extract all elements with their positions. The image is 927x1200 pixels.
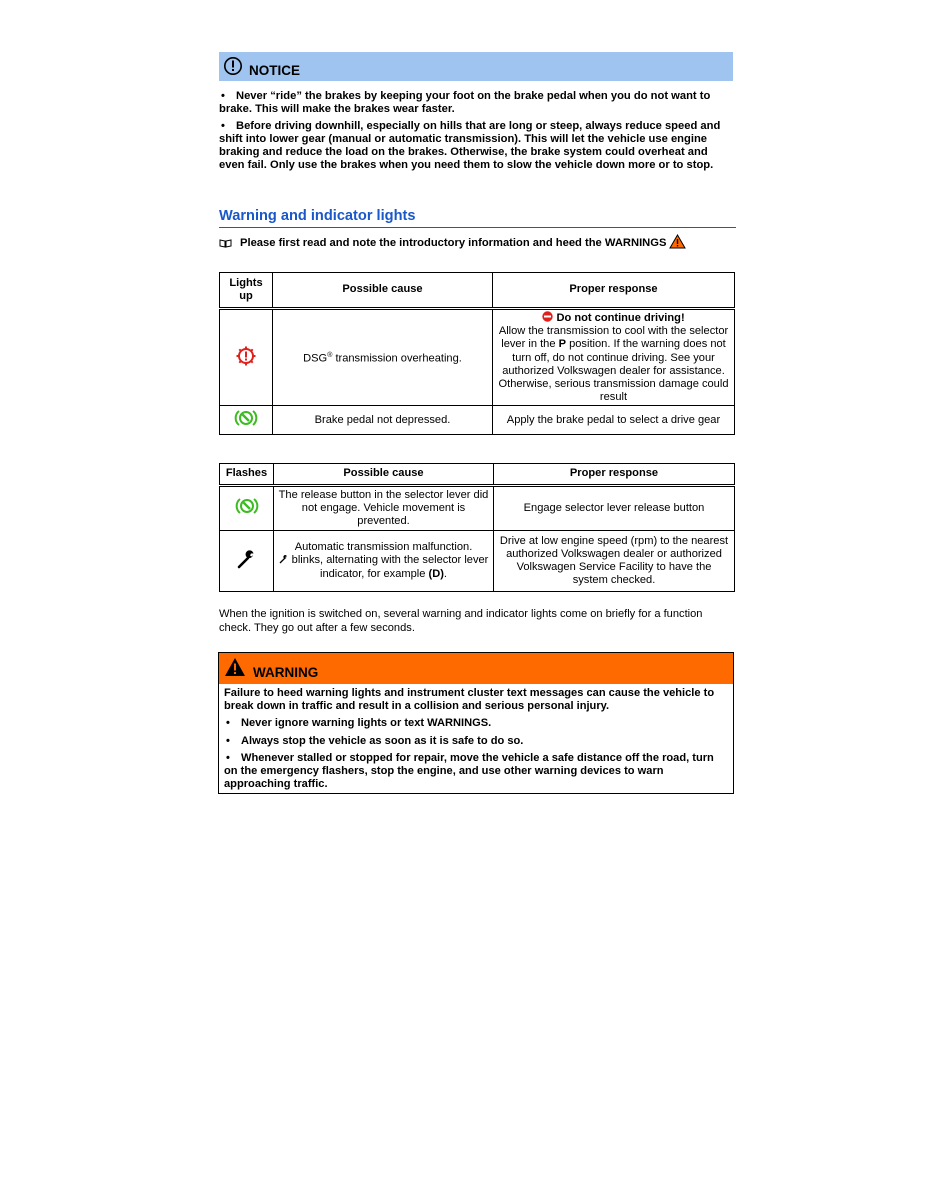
warning-box xyxy=(218,652,734,794)
bullet-icon: • xyxy=(221,90,225,102)
notice-title: NOTICE xyxy=(249,63,301,78)
warning-bullet: • Always stop the vehicle as soon as it is safe to do so. xyxy=(226,734,524,747)
brake-pedal-foot-icon xyxy=(234,408,258,428)
flashes-table xyxy=(219,463,735,592)
section-title: Warning and indicator lights xyxy=(219,208,416,224)
notice-body xyxy=(219,90,735,176)
response-cell: Engage selector lever release button xyxy=(494,486,735,531)
bullet-icon: • xyxy=(226,717,230,730)
table-row xyxy=(220,309,735,406)
warning-bullet: • Whenever stalled or stopped for repair, move the vehicle a safe distance off the road, turn on the emergency flashers, stop the engine, and use other warning devices to warn approaching traffic. xyxy=(224,751,714,791)
warning-body xyxy=(224,687,730,795)
table-row xyxy=(220,406,735,435)
function-check-note: When the ignition is switched on, several warning and indicator lights come on briefly for a function check. They go out after a few seconds. xyxy=(219,608,703,634)
cause-cell: DSG® transmission overheating. xyxy=(273,309,493,406)
notice-bullet: • Before driving downhill, especially on hills that are long or steep, always reduce speed and shift into lower gear (manual or automatic transmission). This will let the vehicle use engine braking and reduce the load on the brakes. Otherwise, the brake system could overheat and even fail. Only use the brakes when you need them to slow the vehicle down more or to stop. xyxy=(219,119,721,172)
notice-bullet: • Never “ride” the brakes by keeping your foot on the brake pedal when you do not want to brake. This will make the brakes wear faster. xyxy=(219,90,711,116)
icon-cell xyxy=(220,531,274,592)
column-header: Possible cause xyxy=(273,273,493,309)
intro-text: Please first read and note the introductory information and heed the WARNINGS xyxy=(240,237,667,249)
exclamation-circle-icon xyxy=(223,56,243,76)
bullet-icon: • xyxy=(226,734,230,747)
icon-cell xyxy=(220,486,274,531)
warning-title: WARNING xyxy=(253,665,319,680)
stop-line: Do not continue driving! xyxy=(497,311,730,325)
lights-up-table xyxy=(219,272,735,435)
book-icon xyxy=(219,238,232,248)
warning-bullet: • Never ignore warning lights or text WARNINGS. xyxy=(226,717,492,730)
icon-cell xyxy=(220,309,273,406)
table-header-row xyxy=(220,273,735,309)
intro-line xyxy=(219,237,694,249)
table-row xyxy=(220,531,735,592)
table-header-row xyxy=(220,464,735,486)
bullet-icon: • xyxy=(226,751,230,764)
response-cell: Drive at low engine speed (rpm) to the nearest authorized Volkswagen dealer or authorized Volkswagen Service Facility to have the system checked. xyxy=(494,531,735,592)
column-header: Proper response xyxy=(494,464,735,486)
table-row xyxy=(220,486,735,531)
section-divider xyxy=(219,227,736,228)
column-header: Lights up xyxy=(220,273,273,309)
response-cell: Do not continue driving! Allow the transmission to cool with the selector lever in the P position. If the warning does not turn off, do not continue driving. See your authorized Volkswagen dealer for assistance. Otherwise, serious transmission damage could result xyxy=(493,309,735,406)
warning-triangle-icon xyxy=(224,657,246,677)
wrench-icon xyxy=(236,548,258,570)
bullet-icon: • xyxy=(221,119,225,132)
cause-cell: Brake pedal not depressed. xyxy=(273,406,493,435)
wrench-icon xyxy=(279,554,289,564)
transmission-overheat-icon xyxy=(235,345,257,367)
cause-cell: The release button in the selector lever did not engage. Vehicle movement is prevented. xyxy=(274,486,494,531)
warning-lead: Failure to heed warning lights and instrument cluster text messages can cause the vehicle to break down in traffic and result in a collision and serious personal injury. xyxy=(224,687,715,713)
warning-triangle-icon xyxy=(669,234,686,249)
column-header: Possible cause xyxy=(274,464,494,486)
cause-cell: Automatic transmission malfunction. blinks, alternating with the selector lever indicator, for example (D). xyxy=(274,531,494,592)
icon-cell xyxy=(220,406,273,435)
response-cell: Apply the brake pedal to select a drive gear xyxy=(493,406,735,435)
column-header: Proper response xyxy=(493,273,735,309)
column-header: Flashes xyxy=(220,464,274,486)
notice-header xyxy=(219,52,733,81)
stop-icon xyxy=(542,311,553,322)
warning-header xyxy=(219,653,733,684)
brake-pedal-foot-icon xyxy=(235,496,259,516)
